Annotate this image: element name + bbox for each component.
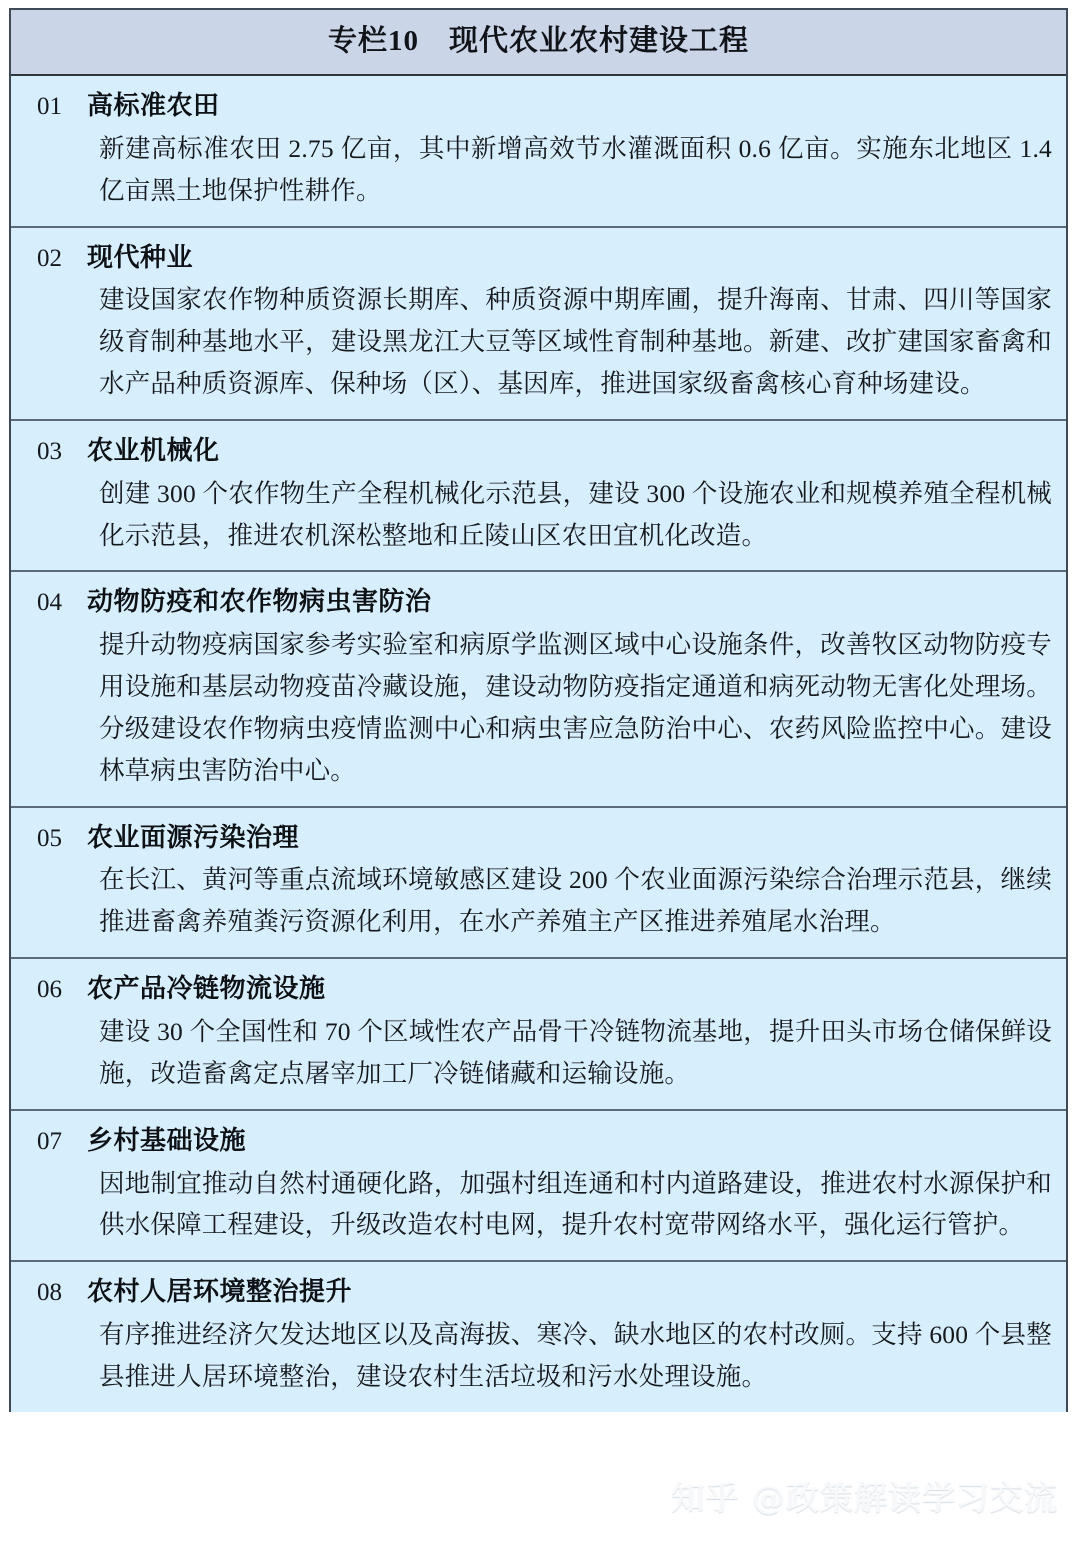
row-title: 农业面源污染治理 xyxy=(87,822,300,852)
row-title: 农业机械化 xyxy=(87,435,220,465)
row-title: 农产品冷链物流设施 xyxy=(87,974,326,1004)
row-number: 04 xyxy=(37,589,62,617)
row-body-text: 提升动物疫病国家参考实验室和病原学监测区域中心设施条件，改善牧区动物防疫专用设施和基层动物疫苗冷藏设施，建设动物防疫指定通道和病死动物无害化处理场。分级建设农作物病虫疫情监测中心和病虫害应急防治中心、农药风险监控中心。建设林草病虫害防治中心。 xyxy=(99,630,1052,785)
row-body-text: 因地制宜推动自然村通硬化路，加强村组连通和村内道路建设，推进农村水源保护和供水保障工程建设，升级改造农村电网，提升农村宽带网络水平，强化运行管护。 xyxy=(99,1168,1052,1240)
table-row xyxy=(11,1111,1066,1263)
row-header xyxy=(25,240,1052,277)
row-body-text: 创建 300 个农作物生产全程机械化示范县，建设 300 个设施农业和规模养殖全程机械化示范县，推进农机深松整地和丘陵山区农田宜机化改造。 xyxy=(99,478,1052,550)
watermark: 知乎 @政策解读学习交流 xyxy=(671,1478,1058,1517)
row-number: 08 xyxy=(37,1279,62,1307)
row-number: 01 xyxy=(37,93,62,120)
row-number: 06 xyxy=(37,976,62,1004)
row-header xyxy=(25,1123,1052,1160)
table-row xyxy=(11,228,1066,421)
row-body-text: 建设国家农作物种质资源长期库、种质资源中期库圃，提升海南、甘肃、四川等国家级育制种基地水平，建设黑龙江大豆等区域性育制种基地。新建、改扩建国家畜禽和水产品种质资源库、保种场（区）、基因库，推进国家级畜禽核心育种场建设。 xyxy=(99,285,1052,399)
row-title: 动物防疫和农作物病虫害防治 xyxy=(87,587,432,617)
row-body-text: 建设 30 个全国性和 70 个区域性农产品骨干冷链物流基地，提升田头市场仓储保鲜设施，改造畜禽定点屠宰加工厂冷链储藏和运输设施。 xyxy=(99,1017,1052,1088)
row-title: 现代种业 xyxy=(87,242,194,272)
row-title: 农村人居环境整治提升 xyxy=(87,1277,353,1307)
row-body-text: 新建高标准农田 2.75 亿亩，其中新增高效节水灌溉面积 0.6 亿亩。实施东北地区 1.4 亿亩黑土地保护性耕作。 xyxy=(99,133,1052,205)
table-row xyxy=(11,421,1066,573)
policy-table xyxy=(9,8,1068,1412)
row-body-text: 有序推进经济欠发达地区以及高海拔、寒冷、缺水地区的农村改厕。支持 600 个县整县推进人居环境整治，建设农村生活垃圾和污水处理设施。 xyxy=(99,1320,1052,1391)
table-row xyxy=(11,76,1066,228)
row-number: 02 xyxy=(37,244,62,272)
row-header xyxy=(25,88,1052,125)
table-row xyxy=(11,959,1066,1111)
row-number: 07 xyxy=(37,1127,62,1155)
row-title: 高标准农田 xyxy=(87,91,220,120)
row-header xyxy=(25,820,1052,857)
row-body-text: 在长江、黄河等重点流域环境敏感区建设 200 个农业面源污染综合治理示范县，继续推进畜禽养殖粪污资源化利用，在水产养殖主产区推进养殖尾水治理。 xyxy=(99,865,1052,937)
row-number: 03 xyxy=(37,437,62,465)
table-row xyxy=(11,808,1066,960)
table-row xyxy=(11,572,1066,807)
row-header xyxy=(25,1274,1052,1311)
row-title: 乡村基础设施 xyxy=(87,1125,247,1155)
row-header xyxy=(25,433,1052,470)
row-header xyxy=(25,584,1052,621)
row-header xyxy=(25,971,1052,1008)
table-title: 专栏10 现代农业农村建设工程 xyxy=(11,10,1066,76)
table-row xyxy=(11,1262,1066,1412)
row-number: 05 xyxy=(37,824,62,852)
